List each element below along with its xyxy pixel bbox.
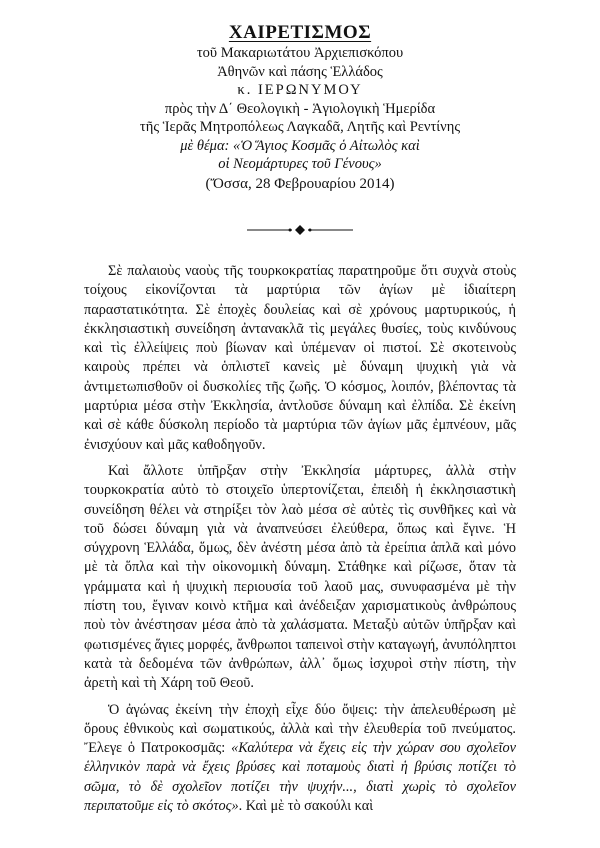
body-paragraph-2: Καὶ ἄλλοτε ὑπῆρξαν στὴν Ἐκκλησία μάρτυρες, ἀλλὰ στὴν τουρκοκρατία αὐτὸ τὸ στοιχεῖο ὑπερτονίζεται, ἐπειδὴ ἡ ἐκκλησιαστικὴ συνείδηση θέλει νὰ στηρίξει τὸν λαὸ μέσα σὲ αὐτὲς τὶς συνθῆκες καὶ νὰ τοῦ δώσει δύναμη γιὰ νὰ ἀναπνεύσει ἐλεύθερα, ὅπως καὶ ἔγινε. Ἡ σύγχρονη Ἑλλάδα, ὅμως, δὲν ἀνέστη μέσα ἀπὸ τὰ ἐρείπια ἁπλᾶ καὶ μόνο μὲ τὰ ὅπλα καὶ τὴν οἰκονομικὴ δύναμη. Στάθηκε καὶ ρίζωσε, ὅταν τὰ γράμματα καὶ ἡ ψυχικὴ περιουσία τοῦ λαοῦ μας, συνυφασμένα μὲ τὴν πίστη του, ἔγιναν κοινὸ κτῆμα καὶ ἀνέδειξαν χαρισματικοὺς ἀνθρώπους ποὺ τὸν ἀνέστησαν μέσα ἀπὸ τὰ χαλάσματα. Μεταξὺ αὐτῶν ὑπῆρξαν καὶ φωτισμένες ἅγιες μορφές, ἄνθρωποι ταπεινοὶ στὴν καταγωγή, ἀνυπόληπτοι κατὰ τὰ δεδομένα τῶν ἀνθρώπων, ἀλλ᾽ ὅμως ἰσχυροὶ στὴν πίστη, τὴν ἀρετὴ καὶ τὴ Χάρη τοῦ Θεοῦ. xyxy=(84,462,516,692)
paragraph-3-continuation: . Καὶ μὲ τὸ σακούλι καὶ xyxy=(238,798,374,815)
header-line-theme-2: οἱ Νεομάρτυρες τοῦ Γένους» xyxy=(218,156,382,172)
header-line-event: πρὸς τὴν Δ΄ Θεολογικὴ - Ἁγιολογικὴ Ἡμερίδα xyxy=(164,100,436,117)
paragraph-3-text: Ὁ ἀγώνας ἐκείνη τὴν ἐποχὴ εἶχε δύο ὄψεις: τὴν ἀπελευθέρωση μὲ ὅρους ἐθνικοὺς καὶ σωματικούς, ἀλλὰ καὶ τὴν ἐλευθερία τοῦ πνεύματος. Ἔλεγε ὁ Πατροκοσμᾶς: xyxy=(84,701,516,757)
header-line-metropolis: τῆς Ἱερᾶς Μητροπόλεως Λαγκαδᾶ, Λητῆς καὶ Ρεντίνης xyxy=(139,119,461,135)
document-body xyxy=(84,262,516,821)
header-line-sender: τοῦ Μακαριωτάτου Ἀρχιεπισκόπου xyxy=(196,45,404,61)
body-paragraph-3 xyxy=(84,701,516,817)
header-line-name: κ. ΙΕΡΩΝΥΜΟΥ xyxy=(237,82,363,98)
document-title: ΧΑΙΡΕΤΙΣΜΟΣ xyxy=(228,22,372,43)
decorative-divider xyxy=(245,224,355,236)
body-paragraph-1: Σὲ παλαιοὺς ναοὺς τῆς τουρκοκρατίας παρατηροῦμε ὅτι συχνὰ στοὺς τοίχους εἰκονίζονται τὰ μαρτύρια τῶν ἁγίων μὲ ἰδιαίτερη παραστατικότητα. Σὲ ἐποχὲς δουλείας καὶ σὲ χρόνους μαρτυρικούς, ἡ ἐκκλησιαστικὴ συνείδηση ἀντανακλᾶ τὶς μεγάλες θυσίες, τοὺς κινδύνους καὶ τὶς ἐλλείψεις ποὺ βίωναν καὶ ὑπέμεναν οἱ πιστοί. Σὲ σκοτεινοὺς καιροὺς πρέπει νὰ ὁπλιστεῖ κανεὶς μὲ δύναμη ψυχικὴ γιὰ νὰ ἀντιμετωπισθοῦν οἱ δυσκολίες τῆς ζωῆς. Ὁ κόσμος, λοιπόν, βλέποντας τὰ μαρτύρια μέσα στὴν Ἐκκλησία, ἀντλοῦσε δύναμη καὶ ἐλπίδα. Σὲ ἐκείνη καὶ σὲ κάθε δύσκολη περίοδο τὰ μαρτύρια τῶν ἁγίων μᾶς ἐμπνέουν, μᾶς ἐνισχύουν καὶ μᾶς καθοδηγοῦν. xyxy=(84,263,516,453)
greeting-header xyxy=(60,22,540,193)
header-date: (Ὄσσα, 28 Φεβρουαρίου 2014) xyxy=(205,175,395,192)
kosmas-quote: «Καλύτερα νὰ ἔχεις εἰς τὴν χώραν σου σχολεῖον ἑλληνικὸν παρὰ νὰ ἔχεις βρύσες καὶ ποταμοὺς διατὶ ἡ βρύσις ποτίζει τὸ σῶμα, τὸ δὲ σχολεῖον ποτίζει τὴν ψυχήν..., διατὶ χωρὶς τὸ σχολεῖον περιπατοῦμε εἰς τὸ σκότος» xyxy=(84,740,516,815)
header-line-theme-1: μὲ θέμα: «Ὁ Ἅγιος Κοσμᾶς ὁ Αἰτωλὸς καὶ xyxy=(180,137,420,154)
header-line-see: Ἀθηνῶν καὶ πάσης Ἑλλάδος xyxy=(217,63,383,80)
